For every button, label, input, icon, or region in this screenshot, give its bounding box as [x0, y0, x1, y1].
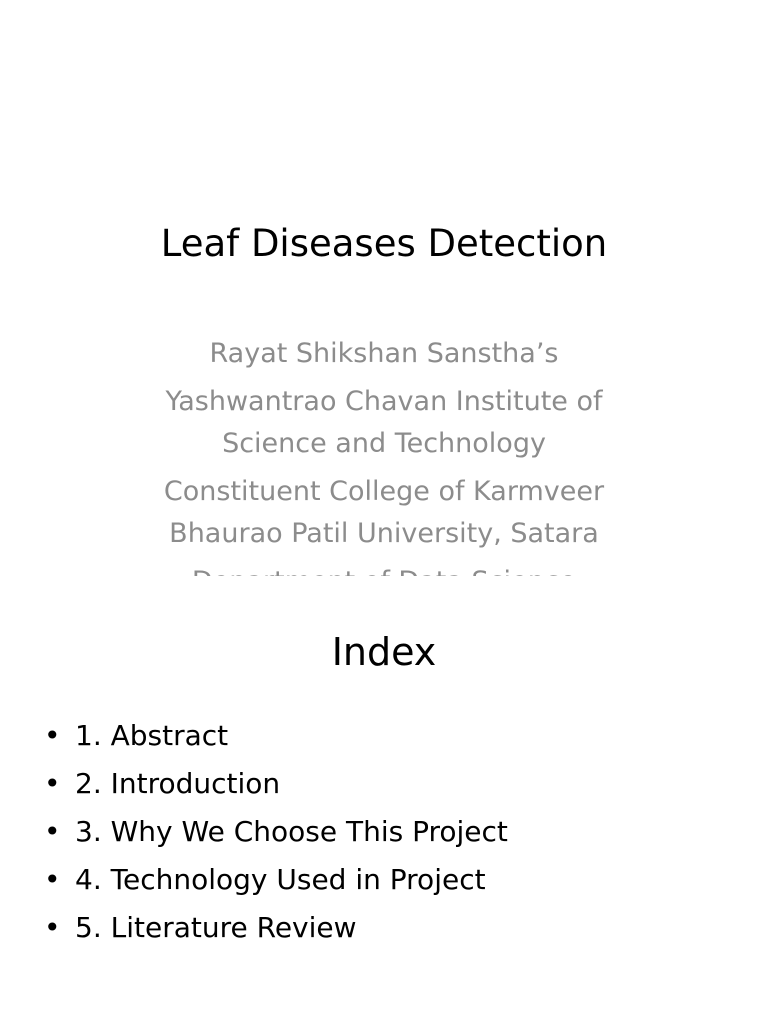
- list-item-text: 5. Literature Review: [75, 911, 357, 944]
- list-item: [44, 808, 508, 856]
- list-item-text: 1. Abstract: [75, 719, 229, 752]
- list-item-text: 2. Introduction: [75, 767, 281, 800]
- list-item-text: 4. Technology Used in Project: [75, 863, 486, 896]
- list-item-text: 3. Why We Choose This Project: [75, 815, 508, 848]
- index-list: [44, 712, 508, 952]
- list-item: [44, 904, 508, 952]
- subtitle-line: Rayat Shikshan Sanstha’s: [209, 338, 559, 369]
- index-title: Index: [331, 630, 437, 674]
- subtitle-line: Constituent College of Karmveer Bhaurao Patil University, Satara: [163, 476, 605, 549]
- bullet-icon: •: [44, 911, 61, 944]
- institution-subtitle: [134, 333, 634, 609]
- list-item: [44, 760, 508, 808]
- bullet-icon: •: [44, 815, 61, 848]
- bullet-icon: •: [44, 863, 61, 896]
- subtitle-line: Yashwantrao Chavan Institute of Science and Technology: [165, 386, 603, 459]
- list-item: [44, 712, 508, 760]
- bullet-icon: •: [44, 719, 61, 752]
- list-item: [44, 856, 508, 904]
- bullet-icon: •: [44, 767, 61, 800]
- slide-title: Leaf Diseases Detection: [160, 222, 608, 265]
- index-slide: [0, 576, 768, 1024]
